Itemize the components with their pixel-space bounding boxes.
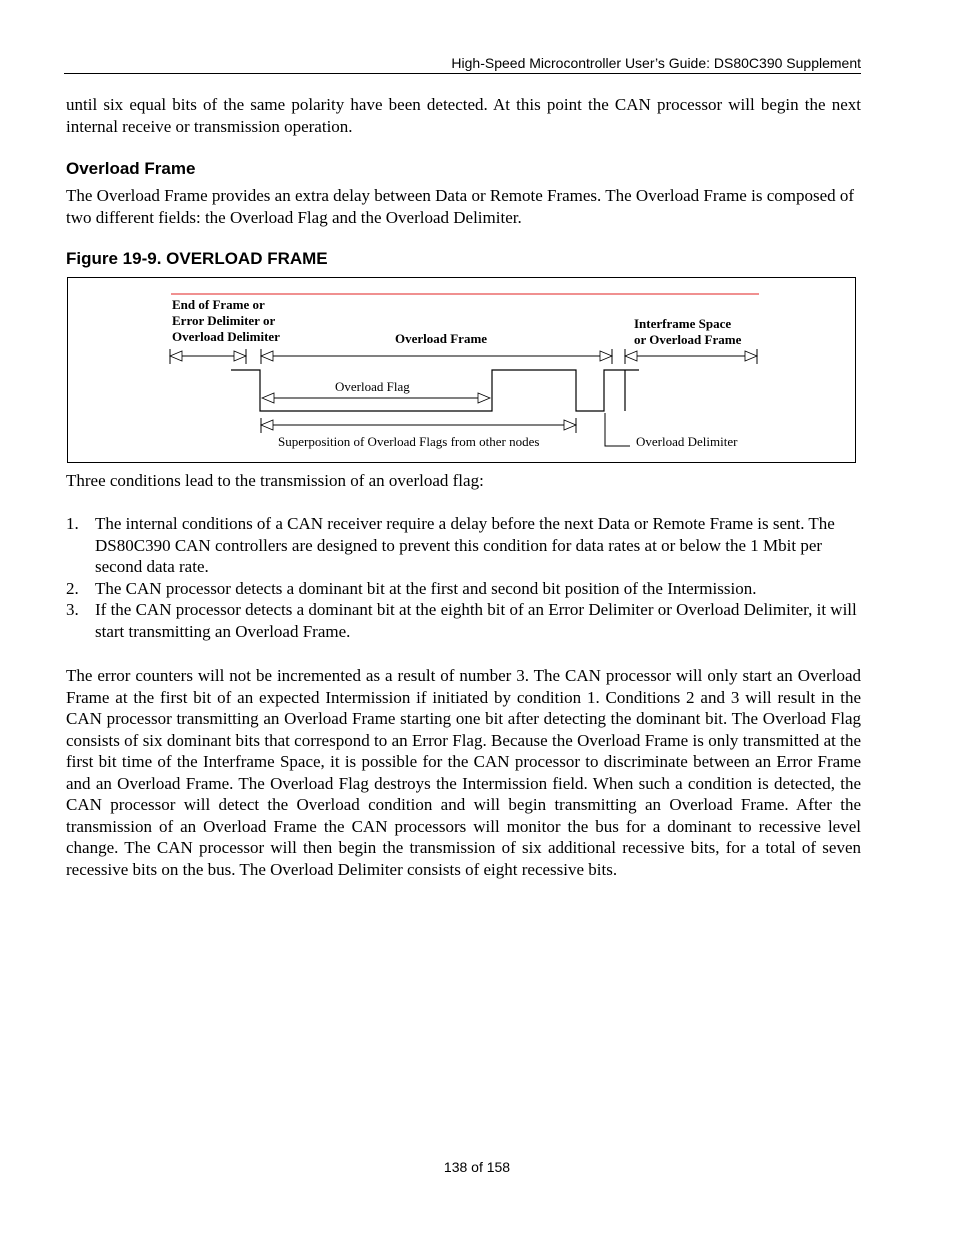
intro-paragraph: until six equal bits of the same polarity have been detected. At this point the CAN processor will begin the next internal receive or transmission operation. [66,95,861,136]
label-end-of-frame-1: End of Frame or [172,297,265,312]
list-item-number: 1. [66,514,79,533]
section-heading: Overload Frame [66,159,196,178]
label-overload-delimiter: Overload Delimiter [636,434,738,449]
section-paragraph: The Overload Frame provides an extra delay between Data or Remote Frames. The Overload Frame is composed of two different fields: the Overload Flag and the Overload Delimiter. [66,186,855,227]
page-number: 138 of 158 [443,1159,511,1175]
list-item-number: 2. [66,578,79,598]
page-header [64,55,861,74]
overload-frame-diagram [67,277,856,463]
header-title: High-Speed Microcontroller User’s Guide: DS80C390 Supplement [451,55,861,71]
superposition-dimension [261,418,576,433]
conditions-list [66,513,861,642]
list-item [66,578,861,600]
label-superposition: Superposition of Overload Flags from other nodes [278,434,540,449]
label-overload-flag: Overload Flag [335,379,410,394]
list-item-text: If the CAN processor detects a dominant bit at the eighth bit of an Error Delimiter or Overload Delimiter, it will start transmitting an Overload Frame. [95,600,857,641]
figure-caption: Figure 19-9. OVERLOAD FRAME [66,249,328,268]
list-item [66,513,861,578]
list-item-number: 3. [66,600,79,619]
list-item [66,599,861,642]
list-item-text: The CAN processor detects a dominant bit at the first and second bit position of the Intermission. [95,578,757,598]
top-dimension-line [170,349,757,364]
list-item-text: The internal conditions of a CAN receiver require a delay before the next Data or Remote Frame is sent. The DS80C390 CAN controllers are designed to prevent this condition for data rates at or below the 1 Mbit per second data rate. [95,514,835,576]
label-end-of-frame-3: Overload Delimiter [172,329,280,344]
page-footer [0,1159,954,1175]
delimiter-bracket [605,413,630,446]
label-interframe-2: or Overload Frame [634,332,742,347]
conditions-intro: Three conditions lead to the transmission of an overload flag: [66,471,484,490]
label-end-of-frame-2: Error Delimiter or [172,313,276,328]
overload-waveform [231,370,639,411]
label-overload-frame: Overload Frame [395,331,488,346]
closing-paragraph: The error counters will not be incremented as a result of number 3. The CAN processor will only start an Overload Frame at the first bit of an expected Intermission if initiated by condition 1. Conditions 2 and 3 will result in the CAN processor transmitting an Overload Frame starting one bit after detecting the dominant bit. The Overload Flag consists of six dominant bits that correspond to an Error Flag. Because the Overload Frame is only transmitted at the first bit time of the Interframe Space, it is possible for the CAN processor to discriminate between an Error Frame and an Overload Frame. The Overload Flag destroys the Intermission field. When such a condition is detected, the CAN processor will detect the Overload condition and will begin transmitting an Overload Frame. After the transmission of an Overload Frame the CAN processors will monitor the bus for a dominant to recessive level change. The CAN processor will then begin the transmission of six additional recessive bits, for a total of seven recessive bits on the bus. The Overload Delimiter consists of eight recessive bits. [66,666,861,879]
label-interframe-1: Interframe Space [634,316,732,331]
